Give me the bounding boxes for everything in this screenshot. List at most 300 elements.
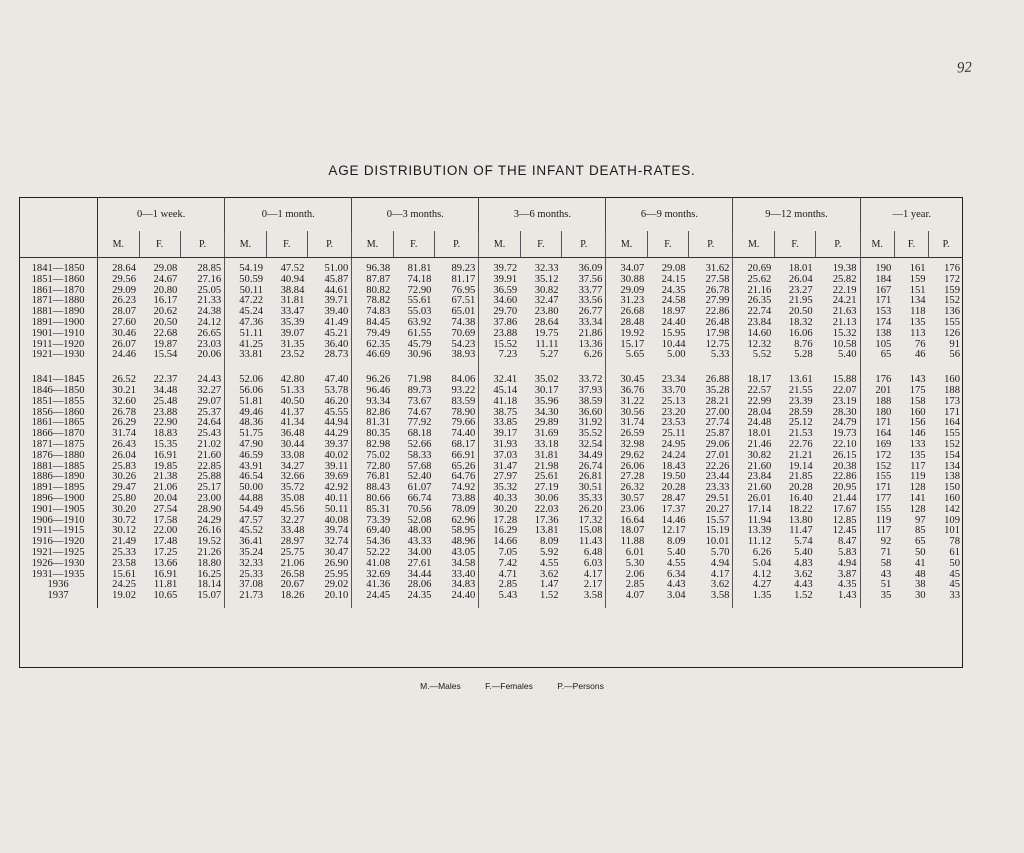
value-cell: 11.47 <box>789 526 813 537</box>
value-cell: 27.16 <box>180 275 224 286</box>
value-cell: 26.59 <box>620 429 645 440</box>
value-cell: 26.23 <box>112 296 136 307</box>
table-row <box>19 451 963 462</box>
value-cell: 40.33 <box>493 493 518 504</box>
value-cell: 58.95 <box>434 526 478 537</box>
period-cell: 1861—1865 <box>19 418 98 429</box>
value-cell: 39.40 <box>307 307 351 318</box>
value-cell: 61 <box>949 547 960 558</box>
value-cell: 20.95 <box>816 483 860 494</box>
value-cell: 21.02 <box>180 440 224 451</box>
value-cell: 155 <box>944 429 960 440</box>
value-cell: 21.98 <box>534 461 559 472</box>
value-cell: 20.04 <box>153 493 178 504</box>
sex-header: M. <box>352 231 393 258</box>
value-cell: 26.04 <box>788 274 813 285</box>
value-cell: 17.48 <box>153 537 178 548</box>
value-cell: 28.21 <box>689 397 733 408</box>
value-cell: 15.54 <box>153 350 178 361</box>
value-cell: 32.54 <box>562 440 606 451</box>
period-cell: 1891—1895 <box>19 483 98 494</box>
value-cell: 29.70 <box>493 307 518 318</box>
value-cell: 16.25 <box>180 570 224 581</box>
value-cell: 19.87 <box>153 339 178 350</box>
age-group-header: 6—9 months. <box>606 197 733 231</box>
sex-header: F. <box>894 231 928 258</box>
value-cell: 34.44 <box>407 569 432 580</box>
value-cell: 30 <box>915 591 926 602</box>
value-cell: 24.64 <box>180 418 224 429</box>
value-cell: 30.96 <box>407 350 432 361</box>
value-cell: 41.49 <box>307 318 351 329</box>
value-cell: 5.65 <box>625 350 645 361</box>
value-cell: 35.28 <box>689 386 733 397</box>
value-cell: 25.87 <box>689 429 733 440</box>
value-cell: 177 <box>875 493 892 504</box>
value-cell: 28.73 <box>307 350 351 361</box>
value-cell: 30.72 <box>112 515 136 526</box>
value-cell: 3.62 <box>689 580 733 591</box>
value-cell: 88.43 <box>366 483 391 494</box>
value-cell: 76.95 <box>434 286 478 297</box>
value-cell: 19.92 <box>620 328 645 339</box>
table-row <box>19 397 963 408</box>
value-cell: 36.60 <box>562 408 606 419</box>
value-cell: 25.62 <box>747 274 772 285</box>
value-cell: 33.48 <box>280 526 305 537</box>
value-cell: 113 <box>910 328 926 339</box>
value-cell: 20.06 <box>180 350 224 361</box>
value-cell: 74.18 <box>407 274 432 285</box>
value-cell: 32.27 <box>180 386 224 397</box>
value-cell: 30.88 <box>620 274 645 285</box>
value-cell: 48 <box>915 569 926 580</box>
value-cell: 188 <box>875 396 892 407</box>
value-cell: 73.88 <box>434 494 478 505</box>
value-cell: 68.17 <box>434 440 478 451</box>
value-cell: 23.20 <box>661 407 686 418</box>
value-cell: 152 <box>944 439 960 450</box>
value-cell: 18.14 <box>180 580 224 591</box>
value-cell: 22.37 <box>153 375 178 386</box>
value-cell: 47.90 <box>239 439 264 450</box>
value-cell: 160 <box>909 407 926 418</box>
value-cell: 28.97 <box>280 537 305 548</box>
value-cell: 160 <box>944 493 960 504</box>
value-cell: 17.36 <box>534 515 559 526</box>
value-cell: 160 <box>944 375 960 386</box>
value-cell: 47.52 <box>280 264 305 274</box>
value-cell: 46.20 <box>307 397 351 408</box>
value-cell: 25.33 <box>239 569 264 580</box>
value-cell: 28.47 <box>661 493 686 504</box>
value-cell: 38 <box>915 580 926 591</box>
table-row <box>19 318 963 329</box>
table-row <box>19 418 963 429</box>
value-cell: 4.55 <box>539 558 559 569</box>
value-cell: 47.57 <box>239 515 264 526</box>
value-cell: 33 <box>949 591 960 602</box>
value-cell: 8.09 <box>539 537 559 548</box>
value-cell: 45.52 <box>239 526 264 537</box>
value-cell: 12.17 <box>661 526 686 537</box>
sex-header: M. <box>606 231 647 258</box>
value-cell: 12.75 <box>689 340 733 351</box>
value-cell: 35.08 <box>280 493 305 504</box>
value-cell: 25.05 <box>180 286 224 297</box>
value-cell: 161 <box>909 264 926 274</box>
value-cell: 78.90 <box>434 408 478 419</box>
value-cell: 135 <box>909 450 926 461</box>
value-cell: 25.61 <box>534 472 559 483</box>
period-cell: 1921—1925 <box>19 548 98 559</box>
value-cell: 39.74 <box>307 526 351 537</box>
value-cell: 30.12 <box>112 526 136 537</box>
value-cell: 28.85 <box>180 264 224 275</box>
value-cell: 1.35 <box>752 591 772 602</box>
value-cell: 45.87 <box>307 275 351 286</box>
value-cell: 63.92 <box>407 317 432 328</box>
value-cell: 3.58 <box>689 591 733 602</box>
value-cell: 18.17 <box>747 375 772 386</box>
value-cell: 46.69 <box>366 350 391 361</box>
value-cell: 172 <box>875 450 892 461</box>
value-cell: 4.17 <box>689 570 733 581</box>
value-cell: 30.20 <box>493 504 518 515</box>
value-cell: 17.32 <box>562 516 606 527</box>
value-cell: 24.43 <box>180 375 224 386</box>
value-cell: 12.45 <box>816 526 860 537</box>
value-cell: 25.43 <box>180 429 224 440</box>
value-cell: 13.61 <box>788 375 813 386</box>
period-cell: 1936 <box>19 580 98 591</box>
value-cell: 18.32 <box>788 317 813 328</box>
value-cell: 44.61 <box>307 286 351 297</box>
value-cell: 22.03 <box>534 504 559 515</box>
value-cell: 23.84 <box>747 472 772 483</box>
value-cell: 97 <box>915 515 926 526</box>
age-group-header: 3—6 months. <box>479 197 606 231</box>
value-cell: 35 <box>880 591 892 602</box>
value-cell: 65 <box>880 350 892 361</box>
period-header <box>19 197 98 231</box>
value-cell: 167 <box>875 285 892 296</box>
value-cell: 20.50 <box>153 317 178 328</box>
value-cell: 92 <box>880 537 892 548</box>
value-cell: 85 <box>915 526 926 537</box>
value-cell: 39.69 <box>307 472 351 483</box>
value-cell: 21.06 <box>153 483 178 494</box>
value-cell: 128 <box>909 483 926 494</box>
value-cell: 79.66 <box>434 418 478 429</box>
value-cell: 32.27 <box>280 515 305 526</box>
value-cell: 15.61 <box>112 569 136 580</box>
age-group-header: 0—1 week. <box>98 197 225 231</box>
value-cell: 20.27 <box>689 505 733 516</box>
value-cell: 175 <box>909 385 926 396</box>
value-cell: 31.74 <box>620 418 645 429</box>
value-cell: 15.57 <box>689 516 733 527</box>
value-cell: 14.60 <box>747 328 772 339</box>
value-cell: 21.16 <box>747 285 772 296</box>
value-cell: 23.00 <box>180 494 224 505</box>
value-cell: 6.26 <box>562 350 606 361</box>
value-cell: 36.48 <box>280 429 305 440</box>
value-cell: 34.58 <box>434 559 478 570</box>
sex-header: F. <box>774 231 815 258</box>
value-cell: 41.37 <box>280 407 305 418</box>
sex-header: F. <box>139 231 180 258</box>
value-cell: 45.79 <box>407 339 432 350</box>
value-cell: 61.07 <box>407 483 432 494</box>
sex-header: F. <box>266 231 307 258</box>
value-cell: 138 <box>875 328 892 339</box>
value-cell: 49.46 <box>239 407 264 418</box>
value-cell: 30.44 <box>280 439 305 450</box>
sex-header: P. <box>929 231 963 258</box>
value-cell: 24.35 <box>661 285 686 296</box>
value-cell: 26.77 <box>562 307 606 318</box>
value-cell: 3.62 <box>794 569 813 580</box>
period-cell: 1911—1915 <box>19 526 98 537</box>
value-cell: 33.70 <box>661 385 686 396</box>
value-cell: 22.86 <box>689 307 733 318</box>
value-cell: 22.90 <box>153 418 178 429</box>
value-cell: 13.66 <box>153 558 178 569</box>
value-cell: 32.69 <box>366 569 391 580</box>
value-cell: 70.69 <box>434 329 478 340</box>
period-cell: 1926—1930 <box>19 559 98 570</box>
value-cell: 17.67 <box>816 505 860 516</box>
value-cell: 4.94 <box>689 559 733 570</box>
value-cell: 5.43 <box>498 591 518 602</box>
value-cell: 41.18 <box>493 396 518 407</box>
value-cell: 19.52 <box>180 537 224 548</box>
value-cell: 17.58 <box>153 515 178 526</box>
value-cell: 23.88 <box>153 407 178 418</box>
value-cell: 20.80 <box>153 285 178 296</box>
value-cell: 26.81 <box>562 472 606 483</box>
value-cell: 6.34 <box>667 569 686 580</box>
value-cell: 74.38 <box>434 318 478 329</box>
value-cell: 28.90 <box>180 505 224 516</box>
value-cell: 24.15 <box>661 274 686 285</box>
value-cell: 26.20 <box>562 505 606 516</box>
value-cell: 31.81 <box>280 296 305 307</box>
value-cell: 36.41 <box>239 537 264 548</box>
table-row <box>19 375 963 386</box>
value-cell: 28.48 <box>620 317 645 328</box>
value-cell: 21.53 <box>788 429 813 440</box>
value-cell: 23.53 <box>661 418 686 429</box>
table-row <box>19 264 963 275</box>
table-row <box>19 559 963 570</box>
value-cell: 22.57 <box>747 385 772 396</box>
value-cell: 64.76 <box>434 472 478 483</box>
table-body <box>19 258 963 608</box>
sex-header: F. <box>520 231 561 258</box>
value-cell: 51 <box>880 580 892 591</box>
value-cell: 78.82 <box>366 296 391 307</box>
value-cell: 35.52 <box>562 429 606 440</box>
value-cell: 171 <box>875 296 892 307</box>
value-cell: 89.23 <box>434 264 478 275</box>
value-cell: 29.07 <box>180 397 224 408</box>
value-cell: 44.94 <box>307 418 351 429</box>
value-cell: 156 <box>909 418 926 429</box>
period-cell: 1911—1920 <box>19 340 98 351</box>
value-cell: 75.02 <box>366 450 391 461</box>
value-cell: 24.38 <box>180 307 224 318</box>
value-cell: 25.11 <box>662 429 686 440</box>
value-cell: 4.94 <box>816 559 860 570</box>
value-cell: 1.52 <box>539 591 559 602</box>
value-cell: 41.08 <box>366 558 391 569</box>
sex-header: F. <box>393 231 434 258</box>
value-cell: 85.31 <box>366 504 391 515</box>
table-row <box>19 340 963 351</box>
value-cell: 16.29 <box>493 526 518 537</box>
sex-header: M. <box>860 231 894 258</box>
value-cell: 26.48 <box>689 318 733 329</box>
value-cell: 29.56 <box>112 274 136 285</box>
value-cell: 24.67 <box>153 274 178 285</box>
value-cell: 33.85 <box>493 418 518 429</box>
value-cell: 23.34 <box>661 375 686 386</box>
value-cell: 33.81 <box>239 350 264 361</box>
value-cell: 54.49 <box>239 504 264 515</box>
table-row <box>19 548 963 559</box>
value-cell: 32.33 <box>534 264 559 274</box>
value-cell: 2.17 <box>562 580 606 591</box>
value-cell: 32.60 <box>112 396 136 407</box>
value-cell: 151 <box>909 285 926 296</box>
value-cell: 27.97 <box>493 472 518 483</box>
value-cell: 33.47 <box>280 307 305 318</box>
value-cell: 39.71 <box>307 296 351 307</box>
legend-females: F.—Females <box>485 681 533 691</box>
value-cell: 40.94 <box>280 274 305 285</box>
value-cell: 21.21 <box>788 450 813 461</box>
value-cell: 13.80 <box>788 515 813 526</box>
value-cell: 77.92 <box>407 418 432 429</box>
period-cell: 1851—1855 <box>19 397 98 408</box>
value-cell: 46.59 <box>239 450 264 461</box>
value-cell: 78 <box>949 537 960 548</box>
value-cell: 10.65 <box>153 591 178 602</box>
value-cell: 57.68 <box>407 461 432 472</box>
value-cell: 39.11 <box>307 462 351 473</box>
value-cell: 47.36 <box>239 317 264 328</box>
value-cell: 4.43 <box>667 580 686 591</box>
value-cell: 16.91 <box>153 569 178 580</box>
value-cell: 25.82 <box>816 275 860 286</box>
value-cell: 18.22 <box>788 504 813 515</box>
value-cell: 73.39 <box>366 515 391 526</box>
value-cell: 80.82 <box>366 285 391 296</box>
value-cell: 43 <box>880 569 892 580</box>
value-cell: 136 <box>944 307 960 318</box>
value-cell: 30.47 <box>307 548 351 559</box>
value-cell: 43.33 <box>407 537 432 548</box>
value-cell: 24.58 <box>661 296 686 307</box>
value-cell: 8.09 <box>667 537 686 548</box>
value-cell: 28.64 <box>112 264 136 274</box>
value-cell: 23.44 <box>689 472 733 483</box>
value-cell: 8.47 <box>816 537 860 548</box>
value-cell: 5.92 <box>539 547 559 558</box>
value-cell: 171 <box>875 483 892 494</box>
value-cell: 42.80 <box>280 375 305 386</box>
table-row <box>19 580 963 591</box>
value-cell: 38.93 <box>434 350 478 361</box>
sex-header: P. <box>180 231 224 258</box>
sex-header: P. <box>307 231 351 258</box>
value-cell: 11.81 <box>153 580 178 591</box>
value-cell: 19.75 <box>534 328 559 339</box>
value-cell: 5.00 <box>667 350 686 361</box>
value-cell: 45.21 <box>307 329 351 340</box>
value-cell: 20.50 <box>788 307 813 318</box>
value-cell: 31.23 <box>620 296 645 307</box>
value-cell: 20.62 <box>153 307 178 318</box>
value-cell: 96.26 <box>366 375 391 386</box>
value-cell: 34.27 <box>280 461 305 472</box>
value-cell: 72.90 <box>407 285 432 296</box>
table-row <box>19 286 963 297</box>
value-cell: 201 <box>875 385 892 396</box>
value-cell: 13.36 <box>562 340 606 351</box>
value-cell: 30.06 <box>534 493 559 504</box>
value-cell: 31.92 <box>562 418 606 429</box>
value-cell: 24.45 <box>366 591 391 602</box>
value-cell: 143 <box>909 375 926 386</box>
value-cell: 21.60 <box>747 461 772 472</box>
value-cell: 17.25 <box>153 547 178 558</box>
value-cell: 117 <box>910 461 926 472</box>
value-cell: 12.32 <box>747 339 772 350</box>
value-cell: 5.40 <box>816 350 860 361</box>
value-cell: 184 <box>875 274 892 285</box>
value-cell: 28.07 <box>112 307 136 318</box>
value-cell: 40.02 <box>307 451 351 462</box>
value-cell: 45 <box>949 580 960 591</box>
value-cell: 117 <box>875 526 892 537</box>
value-cell: 22.07 <box>816 386 860 397</box>
value-cell: 51.00 <box>307 264 351 275</box>
value-cell: 66.91 <box>434 451 478 462</box>
value-cell: 159 <box>944 285 960 296</box>
sex-header-row <box>19 231 963 258</box>
value-cell: 18.01 <box>788 264 813 274</box>
value-cell: 29.02 <box>307 580 351 591</box>
period-subheader <box>19 231 98 258</box>
value-cell: 68.18 <box>407 429 432 440</box>
value-cell: 18.07 <box>620 526 645 537</box>
value-cell: 172 <box>944 274 960 285</box>
value-cell: 26.16 <box>180 526 224 537</box>
value-cell: 19.50 <box>661 472 686 483</box>
legend <box>0 681 1024 691</box>
value-cell: 25.12 <box>788 418 813 429</box>
value-cell: 76 <box>915 339 926 350</box>
value-cell: 134 <box>944 461 960 472</box>
value-cell: 50 <box>949 558 960 569</box>
value-cell: 32.66 <box>280 472 305 483</box>
value-cell: 20.28 <box>788 483 813 494</box>
value-cell: 11.43 <box>562 537 606 548</box>
value-cell: 30.51 <box>562 483 606 494</box>
